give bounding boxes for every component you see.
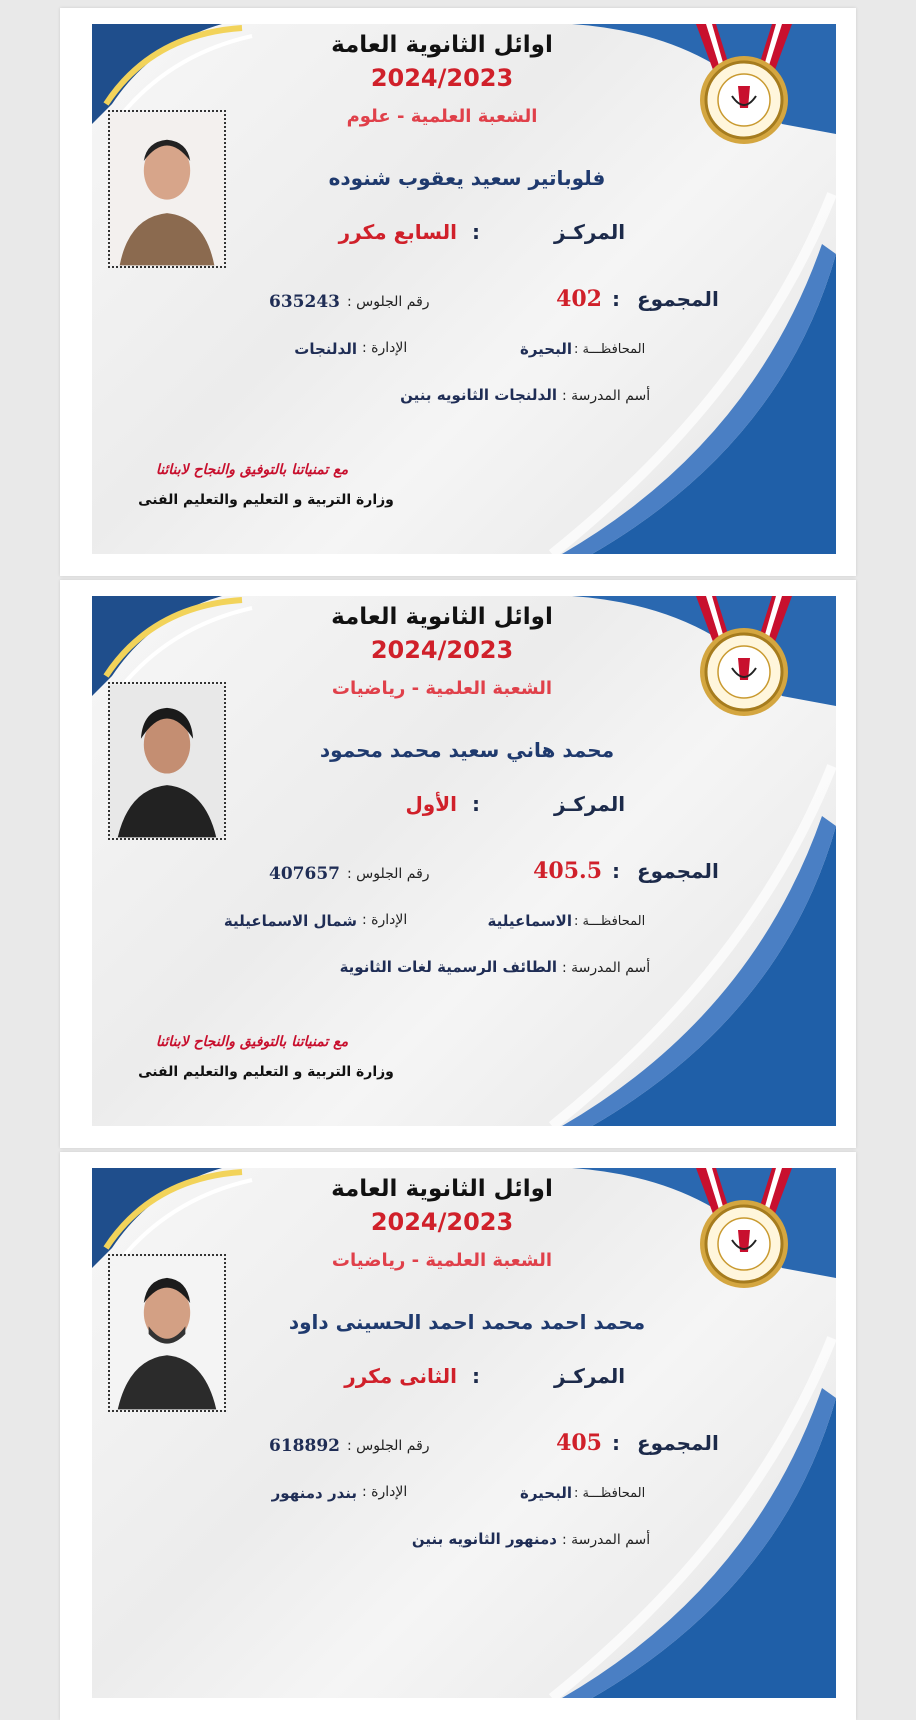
- certificate-year: 2024/2023: [370, 1208, 514, 1236]
- student-photo: [108, 682, 226, 840]
- rank-colon: :: [472, 792, 480, 816]
- student-photo: [108, 110, 226, 268]
- total-label: المجموع: [637, 287, 719, 311]
- rank-label: المركـز: [554, 1364, 626, 1388]
- governorate-value: البحيرة: [519, 1484, 572, 1502]
- seat-label: رقم الجلوس :: [347, 294, 430, 310]
- administration-label: الإدارة :: [362, 340, 408, 356]
- total-label: المجموع: [637, 859, 719, 883]
- ministry-text: وزارة التربية و التعليم والتعليم الفنى: [138, 492, 394, 508]
- school-label: أسم المدرسة :: [562, 1532, 651, 1548]
- rank-value: الأول: [405, 792, 457, 816]
- school-value: الدلنجات الثانويه بنين: [400, 386, 557, 404]
- certificate-title: اوائل الثانوية العامة: [331, 32, 553, 58]
- certificate-year: 2024/2023: [370, 64, 514, 92]
- administration-value: شمال الاسماعيلية: [223, 912, 357, 930]
- rank-colon: :: [472, 1364, 480, 1388]
- certificate-title: اوائل الثانوية العامة: [331, 604, 553, 630]
- ministry-text: وزارة التربية و التعليم والتعليم الفنى: [138, 1064, 394, 1080]
- student-photo: [108, 1254, 226, 1412]
- student-name: محمد احمد محمد احمد الحسينى داود: [288, 1310, 646, 1334]
- administration-label: الإدارة :: [362, 1484, 408, 1500]
- total-value: 405: [556, 1430, 602, 1456]
- governorate-label: المحافظـــة :: [574, 914, 646, 929]
- rank-colon: :: [472, 220, 480, 244]
- administration-value: الدلنجات: [294, 340, 357, 358]
- wish-text: مع تمنياتنا بالتوفيق والنجاح لابنائنا: [155, 1034, 349, 1050]
- certificate-title: اوائل الثانوية العامة: [331, 1176, 553, 1202]
- certificate-card-2: [60, 580, 856, 1148]
- rank-label: المركـز: [554, 220, 626, 244]
- total-colon: :: [612, 287, 620, 311]
- rank-value: الثانى مكرر: [344, 1364, 457, 1388]
- seat-label: رقم الجلوس :: [347, 1438, 430, 1454]
- certificate-inner: [92, 1168, 836, 1698]
- seat-value: 618892: [269, 1436, 340, 1456]
- rank-label: المركـز: [554, 792, 626, 816]
- student-name: محمد هاني سعيد محمد محمود: [319, 738, 615, 762]
- total-value: 405.5: [533, 858, 602, 884]
- division-label: الشعبة العلمية - رياضيات: [331, 1250, 553, 1271]
- seat-value: 635243: [269, 292, 340, 312]
- governorate-value: البحيرة: [519, 340, 572, 358]
- certificate-card-1: [60, 8, 856, 576]
- student-name: فلوباتير سعيد يعقوب شنوده: [328, 166, 606, 190]
- school-value: الطائف الرسمية لغات الثانوية: [339, 958, 557, 976]
- total-colon: :: [612, 1431, 620, 1455]
- certificate-inner: [92, 24, 836, 554]
- school-label: أسم المدرسة :: [562, 388, 651, 404]
- division-label: الشعبة العلمية - علوم: [346, 106, 538, 127]
- governorate-label: المحافظـــة :: [574, 1486, 646, 1501]
- seat-label: رقم الجلوس :: [347, 866, 430, 882]
- certificate-card-3: [60, 1152, 856, 1720]
- total-colon: :: [612, 859, 620, 883]
- governorate-value: الاسماعيلية: [487, 912, 572, 930]
- governorate-label: المحافظـــة :: [574, 342, 646, 357]
- rank-value: السابع مكرر: [338, 220, 457, 244]
- seat-value: 407657: [269, 864, 340, 884]
- certificate-inner: [92, 596, 836, 1126]
- division-label: الشعبة العلمية - رياضيات: [331, 678, 553, 699]
- school-value: دمنهور الثانويه بنين: [411, 1530, 557, 1548]
- school-label: أسم المدرسة :: [562, 960, 651, 976]
- administration-value: بندر دمنهور: [271, 1484, 357, 1502]
- total-value: 402: [556, 286, 602, 312]
- total-label: المجموع: [637, 1431, 719, 1455]
- certificate-year: 2024/2023: [370, 636, 514, 664]
- wish-text: مع تمنياتنا بالتوفيق والنجاح لابنائنا: [155, 462, 349, 478]
- administration-label: الإدارة :: [362, 912, 408, 928]
